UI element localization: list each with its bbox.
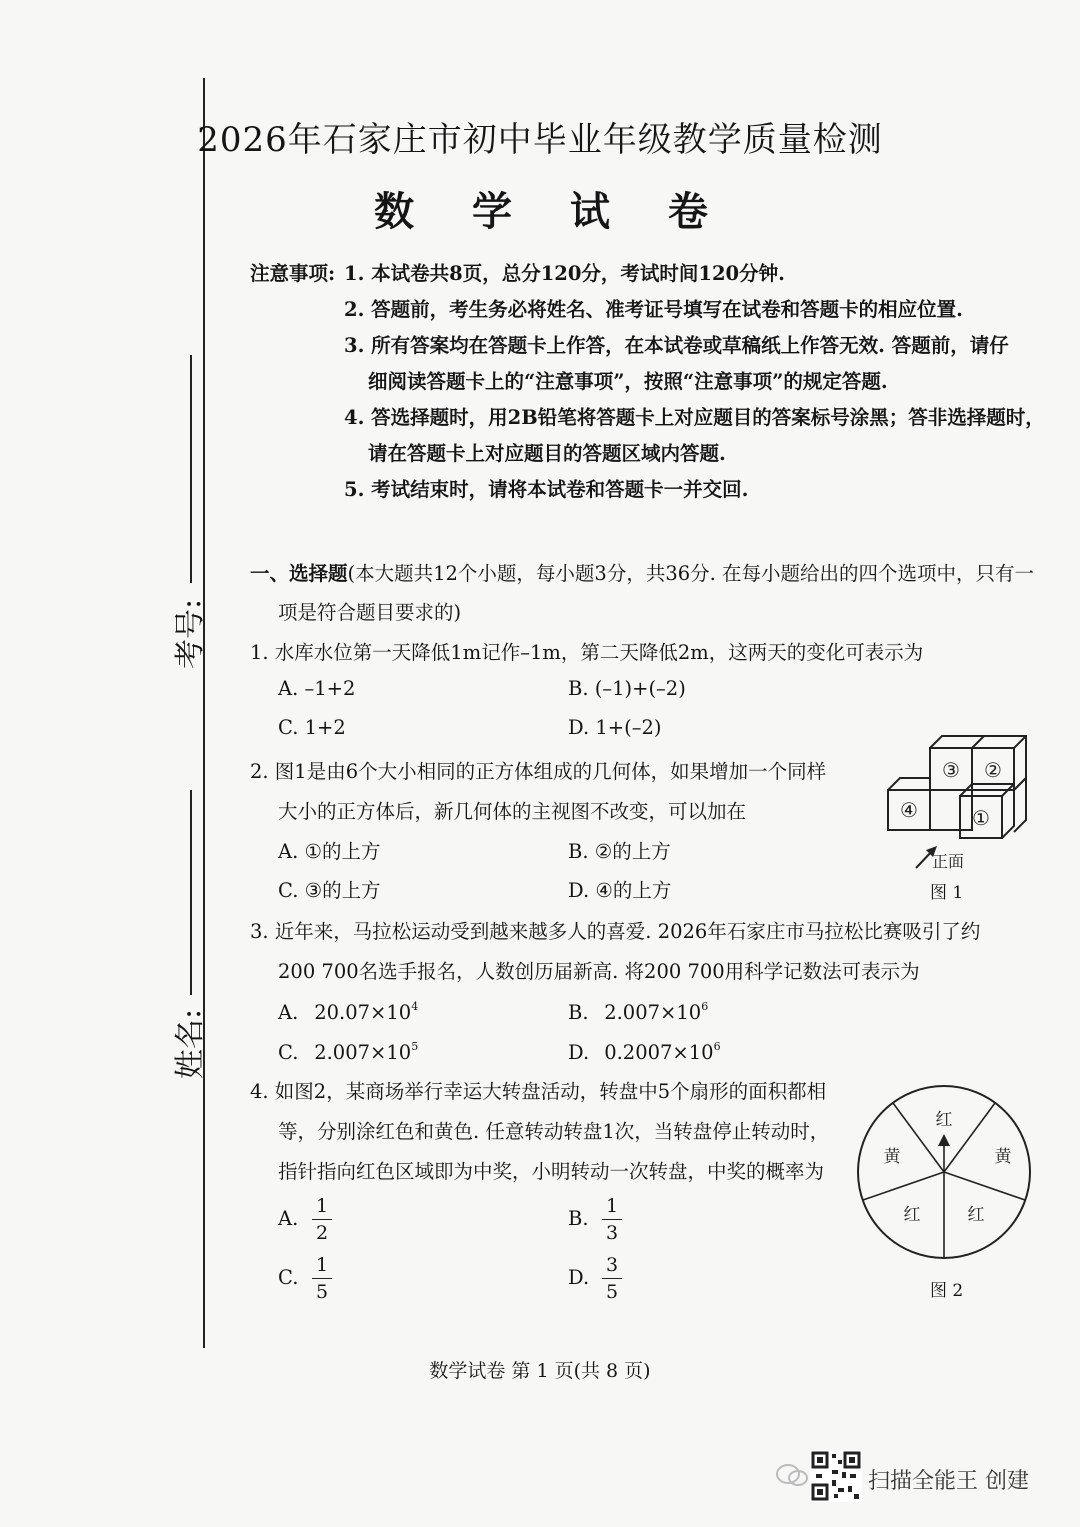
option-label: B. xyxy=(568,1001,589,1024)
question-2-stem-line1: 2. 图1是由6个大小相同的正方体组成的几何体，如果增加一个同样 xyxy=(250,760,827,783)
option-label: A. xyxy=(278,1001,299,1024)
option-value: 2.007×10 xyxy=(314,1041,412,1064)
figure-2-caption: 图 2 xyxy=(930,1281,964,1301)
section-heading-bold: 一、选择题 xyxy=(250,562,348,585)
question-4-option-a-fraction xyxy=(312,1194,332,1245)
sector-divider xyxy=(863,1172,944,1200)
exam-title: 2026年石家庄市初中毕业年级教学质量检测 xyxy=(197,120,883,160)
qr-code-icon xyxy=(810,1450,862,1502)
question-4-option-d-label: D. xyxy=(568,1266,590,1289)
question-4-option-d-fraction xyxy=(602,1253,622,1304)
question-1-option-b: B. (–1)+(–2) xyxy=(568,677,686,700)
sector-label: 黄 xyxy=(883,1147,901,1167)
option-label: C. xyxy=(278,1041,299,1064)
paper-subject-title: 数 学 试 卷 xyxy=(374,188,730,235)
option-value: 20.07×10 xyxy=(314,1001,412,1024)
question-4-stem-line1: 4. 如图2，某商场举行幸运大转盘活动，转盘中5个扇形的面积都相 xyxy=(250,1080,827,1103)
page-footer: 数学试卷 第 1 页(共 8 页) xyxy=(429,1360,651,1382)
note-item: 3. 所有答案均在答题卡上作答，在本试卷或草稿纸上作答无效. 答题前，请仔 xyxy=(344,334,1009,357)
question-3-stem-line1: 3. 近年来，马拉松运动受到越来越多人的喜爱. 2026年石家庄市马拉松比赛吸引了约 xyxy=(250,920,981,943)
cube-label: ④ xyxy=(900,798,918,822)
option-value: 0.2007×10 xyxy=(604,1041,714,1064)
notes-label: 注意事项: xyxy=(250,262,336,285)
sector-divider xyxy=(944,1172,1025,1200)
question-3-option-c xyxy=(278,1040,418,1064)
fraction-bar xyxy=(602,1278,622,1279)
note-item: 2. 答题前，考生务必将姓名、准考证号填写在试卷和答题卡的相应位置. xyxy=(344,298,963,321)
section-heading-rest: (本大题共12个小题，每小题3分，共36分. 在每小题给出的四个选项中，只有一 xyxy=(347,562,1035,585)
note-item: 请在答题卡上对应题目的答题区域内答题. xyxy=(368,442,726,465)
question-1-stem: 1. 水库水位第一天降低1m记作–1m，第二天降低2m，这两天的变化可表示为 xyxy=(250,641,924,664)
section-heading xyxy=(250,558,1034,586)
question-1-option-d: D. 1+(–2) xyxy=(568,716,662,739)
denominator: 5 xyxy=(315,1281,329,1303)
option-value: 2.007×10 xyxy=(604,1001,702,1024)
exam-number-label: 考号: xyxy=(173,598,209,670)
denominator: 3 xyxy=(605,1222,619,1244)
question-4-stem-line2: 等，分别涂红色和黄色. 任意转动转盘1次，当转盘停止转动时， xyxy=(278,1120,830,1143)
question-2-option-d: D. ④的上方 xyxy=(568,879,672,902)
name-write-line xyxy=(190,790,192,995)
question-4-option-c-fraction xyxy=(312,1253,332,1304)
sector-label: 红 xyxy=(903,1205,921,1225)
question-4-option-b-fraction xyxy=(602,1194,622,1245)
question-3-stem-line2: 200 700名选手报名，人数创历届新高. 将200 700用科学记数法可表示为 xyxy=(278,960,920,983)
sector-label: 红 xyxy=(935,1110,953,1130)
cube-label: ② xyxy=(984,758,1002,782)
cube-edge xyxy=(888,778,930,790)
spinner-pointer-head xyxy=(938,1134,950,1146)
numerator: 1 xyxy=(315,1254,329,1276)
question-3-option-d xyxy=(568,1040,721,1064)
cube-edge xyxy=(1014,736,1026,748)
note-item: 4. 答选择题时，用2B铅笔将答题卡上对应题目的答案标号涂黑；答非选择题时， xyxy=(344,406,1045,429)
binding-margin-line xyxy=(203,78,205,1348)
section-heading-line2: 项是符合题目要求的) xyxy=(278,601,462,624)
note-item: 5. 考试结束时，请将本试卷和答题卡一并交回. xyxy=(344,478,749,501)
question-2-stem-line2: 大小的正方体后，新几何体的主视图不改变，可以加在 xyxy=(278,800,747,823)
sector-label: 红 xyxy=(967,1205,985,1225)
question-3-option-a xyxy=(278,1000,418,1024)
exam-number-write-line xyxy=(190,355,192,583)
option-exponent: 6 xyxy=(701,1000,709,1013)
front-view-label: 正面 xyxy=(932,852,965,871)
note-item: 细阅读答题卡上的“注意事项”，按照“注意事项”的规定答题. xyxy=(368,370,888,393)
numerator: 3 xyxy=(605,1254,619,1276)
question-2-option-b: B. ②的上方 xyxy=(568,840,671,863)
denominator: 5 xyxy=(605,1281,619,1303)
cube-label: ① xyxy=(972,806,990,830)
cube-edge xyxy=(972,736,984,748)
fraction-bar xyxy=(312,1219,332,1220)
denominator: 2 xyxy=(315,1222,329,1244)
option-label: D. xyxy=(568,1041,590,1064)
question-4-option-a-label: A. xyxy=(278,1207,299,1230)
note-item: 1. 本试卷共8页，总分120分，考试时间120分钟. xyxy=(344,262,785,285)
fraction-bar xyxy=(602,1219,622,1220)
fraction-bar xyxy=(312,1278,332,1279)
option-exponent: 6 xyxy=(713,1040,721,1053)
question-3-option-b xyxy=(568,1000,708,1024)
sector-label: 黄 xyxy=(994,1147,1012,1167)
option-exponent: 4 xyxy=(411,1000,419,1013)
cube-label: ③ xyxy=(942,758,960,782)
question-4-option-b-label: B. xyxy=(568,1207,589,1230)
scanner-watermark-text: 扫描全能王 创建 xyxy=(868,1469,1029,1494)
question-1-option-c: C. 1+2 xyxy=(278,716,346,739)
question-2-option-c: C. ③的上方 xyxy=(278,879,381,902)
question-4-option-c-label: C. xyxy=(278,1266,299,1289)
figure-2-spinner xyxy=(850,1080,1040,1270)
wechat-icon xyxy=(775,1463,809,1487)
question-4-stem-line3: 指针指向红色区域即为中奖，小明转动一次转盘，中奖的概率为 xyxy=(278,1160,825,1183)
numerator: 1 xyxy=(605,1195,619,1217)
name-label: 姓名: xyxy=(173,1008,209,1080)
numerator: 1 xyxy=(315,1195,329,1217)
question-2-option-a: A. ①的上方 xyxy=(278,840,381,863)
figure-1-caption: 图 1 xyxy=(930,883,964,903)
question-1-option-a: A. –1+2 xyxy=(278,677,356,700)
cube-edge xyxy=(1014,778,1026,832)
option-exponent: 5 xyxy=(411,1040,419,1053)
